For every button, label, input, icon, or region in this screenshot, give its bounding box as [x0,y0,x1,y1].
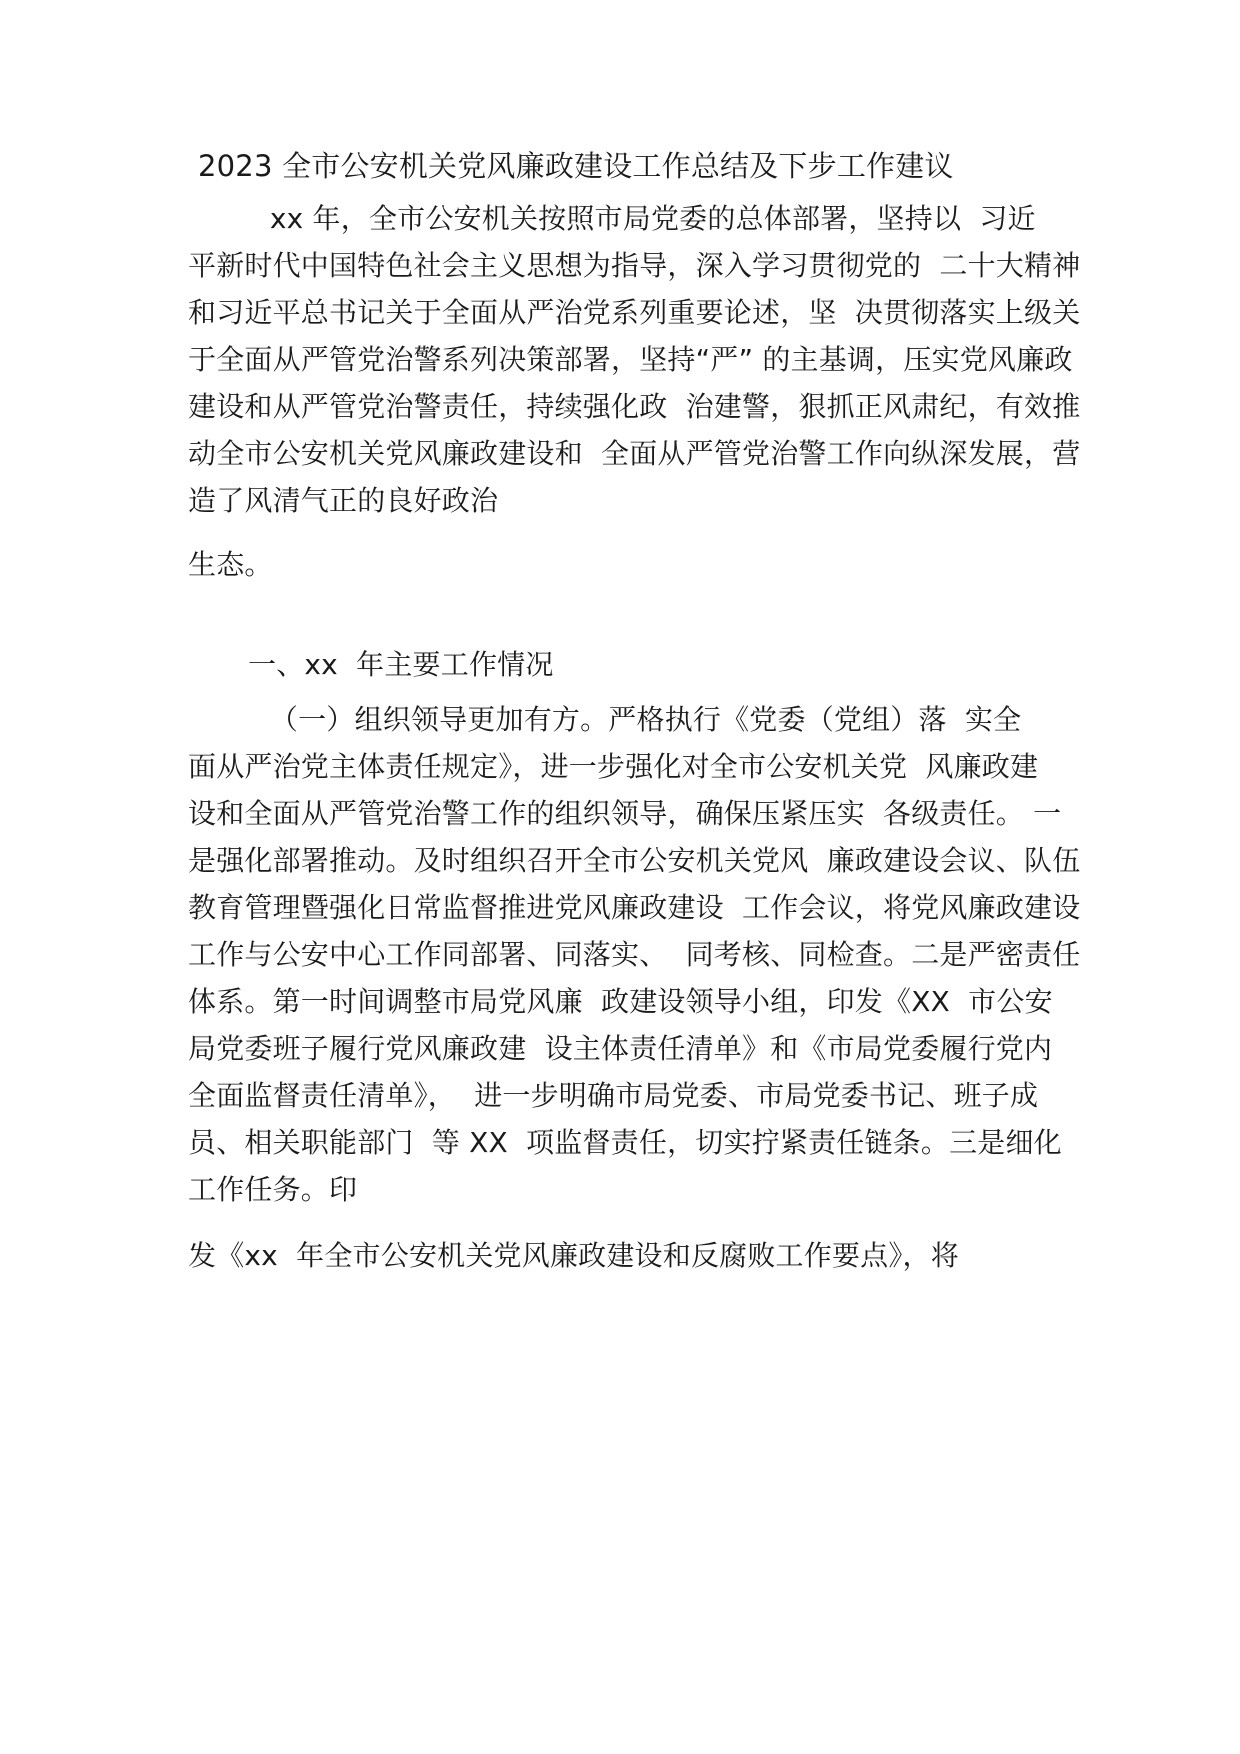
intro-line: 动全市公安机关党风廉政建设和 全面从严管党治警工作向纵深发展，营 [188,437,1081,470]
intro-tail: 生态。 [188,548,273,581]
section-line: 工作任务。印 [188,1173,358,1206]
section-line: 员、相关职能部门 等 XX 项监督责任，切实拧紧责任链条。三是细化 [188,1126,1062,1159]
intro-line: 造了风清气正的良好政治 [188,484,499,517]
section-line: 教育管理暨强化日常监督推进党风廉政建设 工作会议，将党风廉政建设 [188,891,1081,924]
section-line: （一）组织领导更加有方。严格执行《党委（党组）落 实全 [188,703,1022,736]
intro-line: 平新时代中国特色社会主义思想为指导，深入学习贯彻党的 二十大精神 [188,249,1081,282]
section-line: 局党委班子履行党风廉政建 设主体责任清单》和《市局党委履行党内 [188,1032,1053,1065]
section-tail: 发《xx 年全市公安机关党风廉政建设和反腐败工作要点》，将 [188,1239,959,1272]
section-line: 是强化部署推动。及时组织召开全市公安机关党风 廉政建设会议、队伍 [188,844,1081,877]
document-title: 2023 全市公安机关党风廉政建设工作总结及下步工作建议 [198,149,954,183]
section-line: 体系。第一时间调整市局党风廉 政建设领导小组，印发《XX 市公安 [188,985,1053,1018]
section-line: 设和全面从严管党治警工作的组织领导，确保压紧压实 各级责任。 一 [188,797,1062,830]
section-line: 全面监督责任清单》， 进一步明确市局党委、市局党委书记、班子成 [188,1079,1039,1112]
section-heading: 一、xx 年主要工作情况 [248,648,554,681]
intro-line: xx 年，全市公安机关按照市局党委的总体部署，坚持以 习近 [188,202,1036,235]
section-line: 面从严治党主体责任规定》，进一步强化对全市公安机关党 风廉政建 [188,750,1039,783]
section-line: 工作与公安中心工作同部署、同落实、 同考核、同检查。二是严密责任 [188,938,1081,971]
intro-line: 于全面从严管党治警系列决策部署，坚持“严” 的主基调，压实党风廉政 [188,343,1073,376]
intro-line: 建设和从严管党治警责任，持续强化政 治建警，狠抓正风肃纪，有效推 [188,390,1081,423]
intro-line: 和习近平总书记关于全面从严治党系列重要论述，坚 决贯彻落实上级关 [188,296,1081,329]
